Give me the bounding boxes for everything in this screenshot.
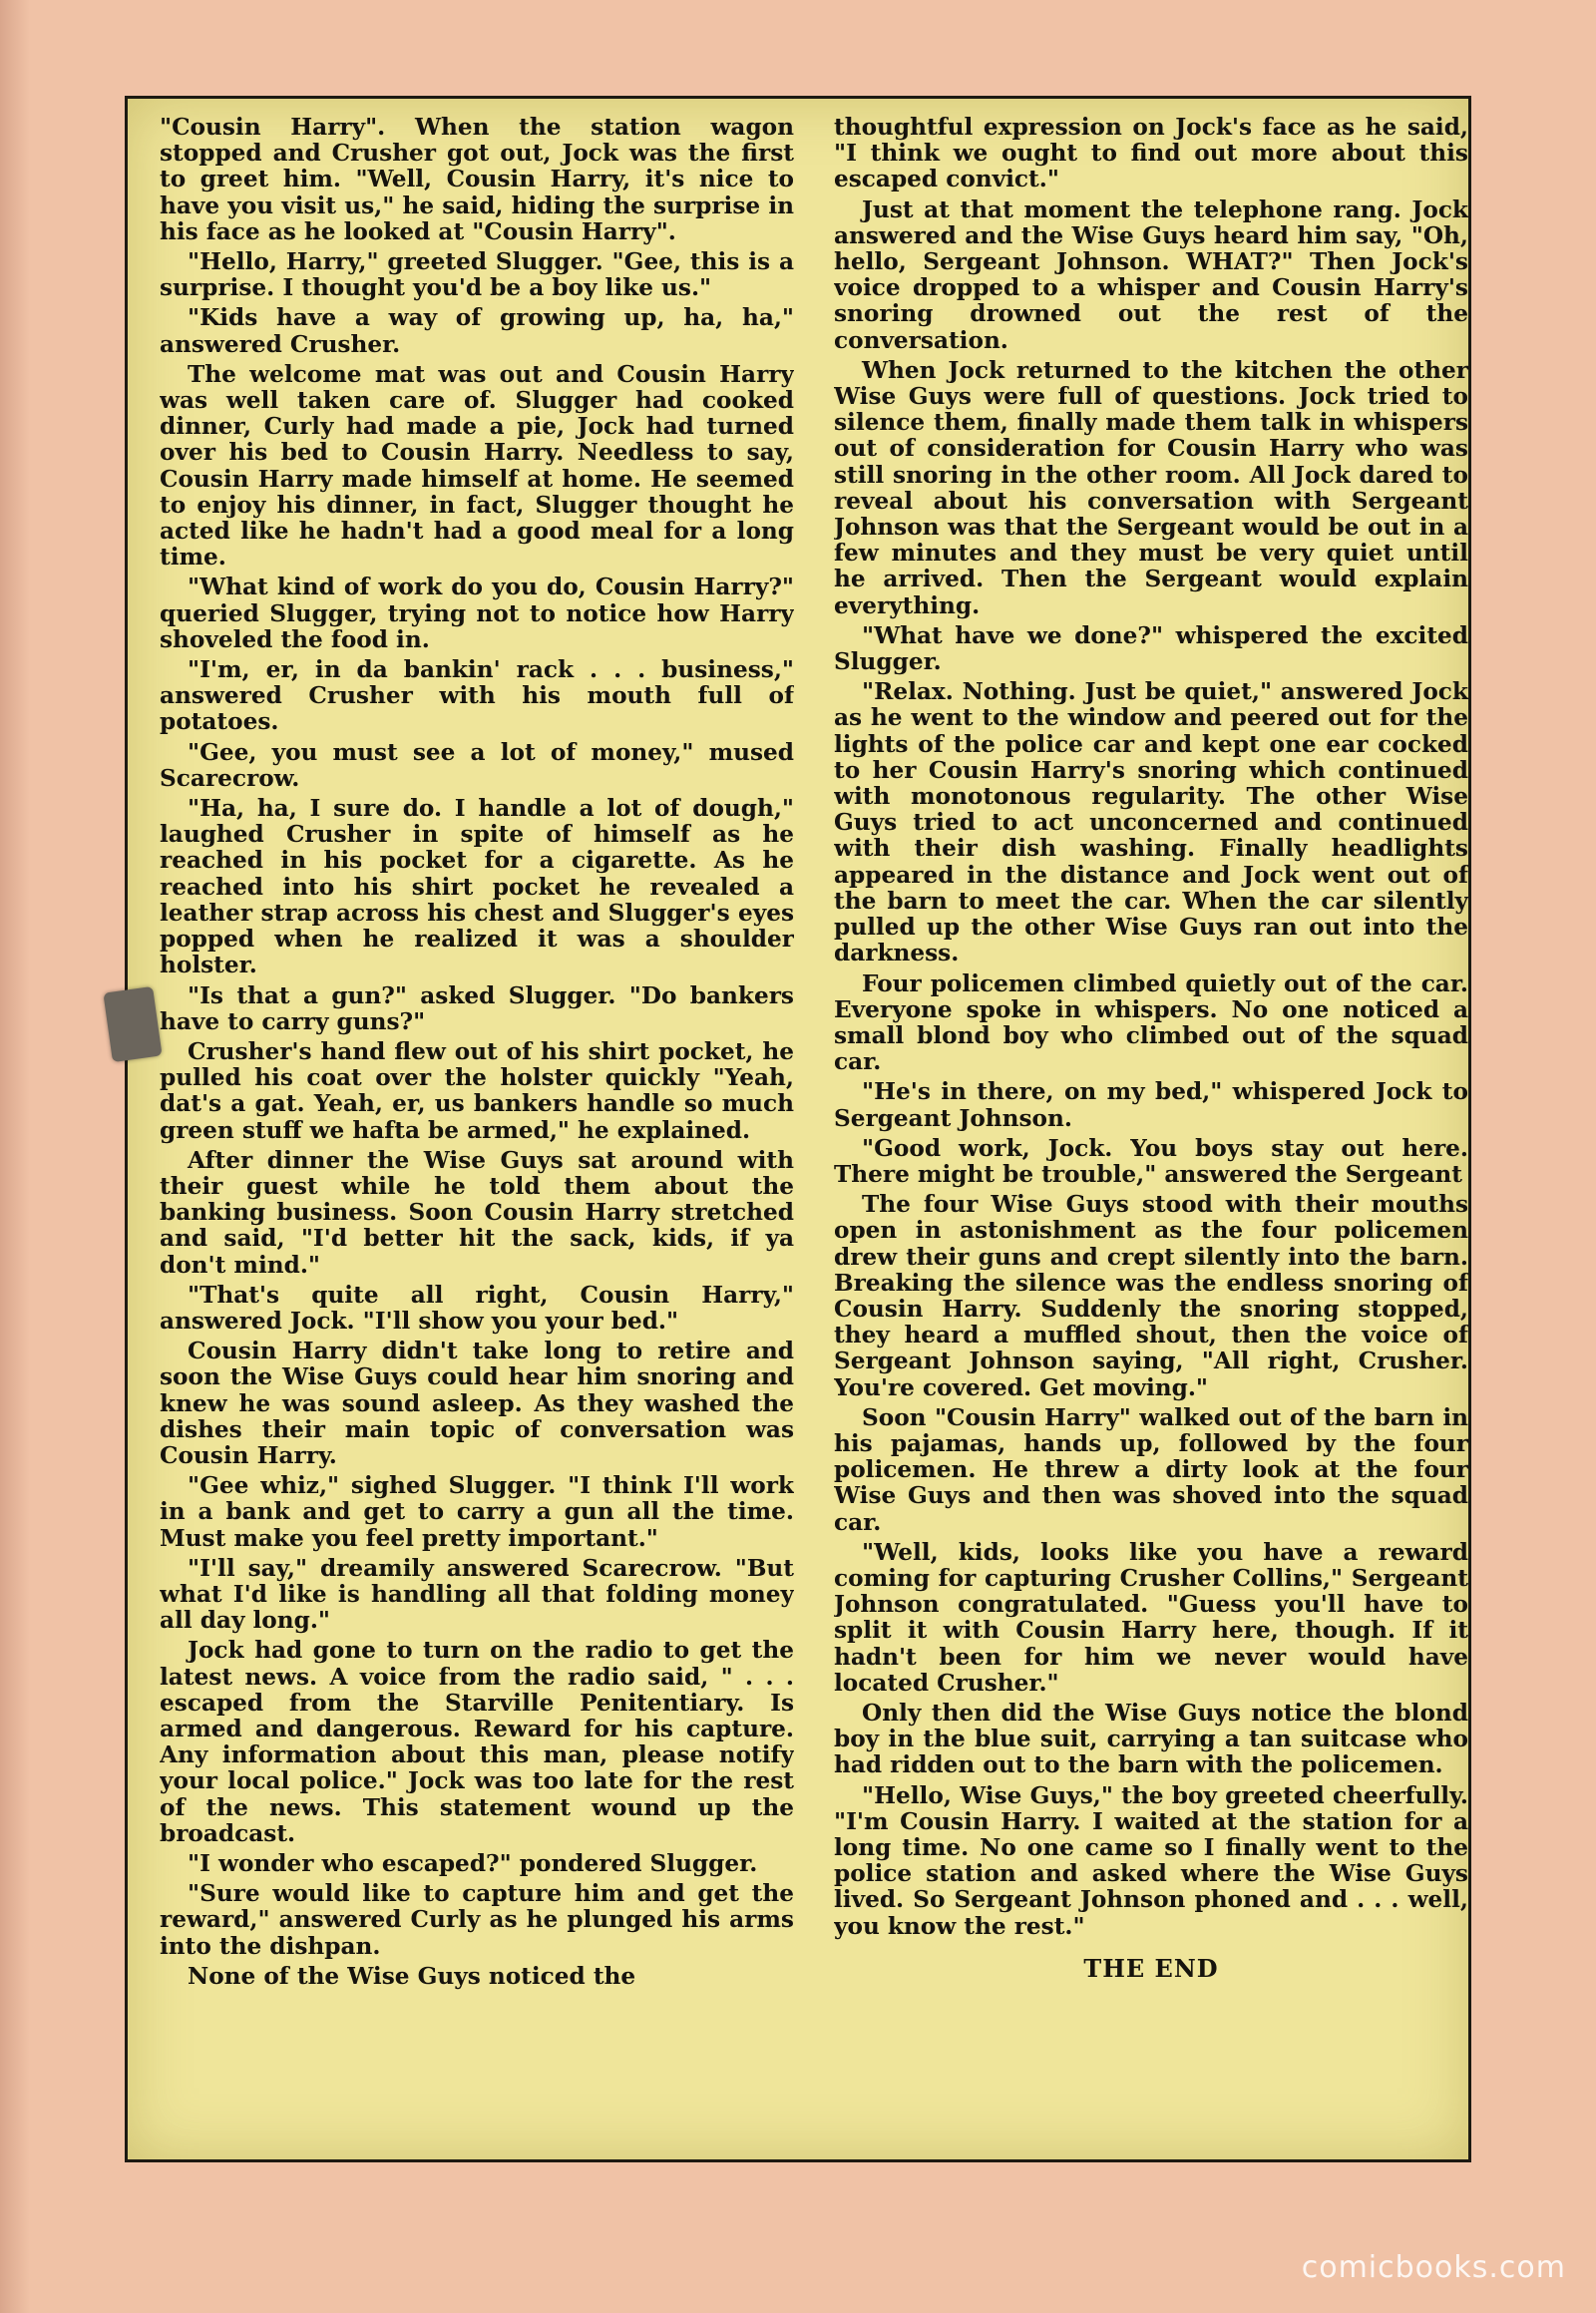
paragraph: Jock had gone to turn on the radio to get the latest news. A voice from the radio said, " . . . escaped from the Starville Penitentiary. Is armed and dangerous. Reward for his capture. Any information about this man, please notify your local police." Jock was too late for the rest of the news. This statement wound up the broadcast. xyxy=(160,1637,794,1847)
paragraph: Crusher's hand flew out of his shirt pocket, he pulled his coat over the holster quickly "Yeah, dat's a gat. Yeah, er, us bankers handle so much green stuff we hafta be armed," he explained. xyxy=(160,1037,794,1144)
paragraph: "What kind of work do you do, Cousin Harry?" queried Slugger, trying not to notice how Harry shoveled the food in. xyxy=(160,574,794,653)
paragraph: "Sure would like to capture him and get the reward," answered Curly as he plunged his arms into the dishpan. xyxy=(160,1880,794,1960)
text-panel xyxy=(125,96,1471,2162)
paragraph: "Is that a gun?" asked Slugger. "Do bankers have to carry guns?" xyxy=(160,981,794,1035)
paragraph: "Hello, Wise Guys," the boy greeted cheerfully. "I'm Cousin Harry. I waited at the station for a long time. No one came so I finally went to the police station and asked where the Wise Guys lived. So Sergeant Johnson phoned and . . . well, you know the rest." xyxy=(834,1781,1468,1940)
watermark: comicbooks.com xyxy=(1301,2250,1566,2285)
paragraph: Just at that moment the telephone rang. Jock answered and the Wise Guys heard him say, "Oh, hello, Sergeant Johnson. WHAT?" Then Jock's voice dropped to a whisper and Cousin Harry's snoring drowned out the rest of the conversation. xyxy=(834,195,1468,354)
paragraph: "Well, kids, looks like you have a reward coming for capturing Crusher Collins," Sergeant Johnson congratulated. "Guess you'll have to split it with Cousin Harry here, though. If it hadn't been for him we never would have located Crusher." xyxy=(834,1538,1468,1697)
paragraph: The welcome mat was out and Cousin Harry was well taken care of. Slugger had cooked dinner, Curly had made a pie, Jock had turned over his bed to Cousin Harry. Needless to say, Cousin Harry made himself at home. He seemed to enjoy his dinner, in fact, Slugger thought he acted like he hadn't had a good meal for a long time. xyxy=(160,360,794,572)
right-column xyxy=(834,115,1468,2149)
paragraph: "What have we done?" whispered the excited Slugger. xyxy=(834,621,1468,676)
tape-tab xyxy=(103,986,162,1062)
paragraph: When Jock returned to the kitchen the other Wise Guys were full of questions. Jock tried to silence them, finally made them talk in whispers out of consideration for Cousin Harry who was still snoring in the other room. All Jock dared to reveal about his conversation with Sergeant Johnson was that the Sergeant would be out in a few minutes and they must be very quiet until he arrived. Then the Sergeant would explain everything. xyxy=(834,356,1468,619)
paragraph: "Ha, ha, I sure do. I handle a lot of dough," laughed Crusher in spite of himself as he reached in his pocket for a cigarette. As he reached into his shirt pocket he revealed a leather strap across his chest and Slugger's eyes popped when he realized it was a shoulder holster. xyxy=(160,795,794,979)
paragraph: "I'm, er, in da bankin' rack . . . business," answered Crusher with his mouth full of potatoes. xyxy=(160,656,794,736)
paragraph: Four policemen climbed quietly out of the car. Everyone spoke in whispers. No one noticed a small blond boy who climbed out of the squad car. xyxy=(834,969,1468,1076)
paragraph: "He's in there, on my bed," whispered Jock to Sergeant Johnson. xyxy=(834,1078,1468,1132)
paragraph: After dinner the Wise Guys sat around with their guest while he told them about the banking business. Soon Cousin Harry stretched and said, "I'd better hit the sack, kids, if ya don't mind." xyxy=(160,1146,794,1279)
paragraph: Cousin Harry didn't take long to retire and soon the Wise Guys could hear him snoring and knew he was sound asleep. As they washed the dishes their main topic of conversation was Cousin Harry. xyxy=(160,1338,794,1469)
page-edge xyxy=(0,0,30,2313)
paragraph: thoughtful expression on Jock's face as he said, "I think we ought to find out more about this escaped convict." xyxy=(834,115,1468,193)
paragraph: "Good work, Jock. You boys stay out here. There might be trouble," answered the Sergeant xyxy=(834,1134,1468,1188)
paragraph: "I'll say," dreamily answered Scarecrow. "But what I'd like is handling all that folding money all day long." xyxy=(160,1554,794,1635)
left-column xyxy=(160,115,794,2149)
paragraph: "Relax. Nothing. Just be quiet," answered Jock as he went to the window and peered out for the lights of the police car and kept one ear cocked to her Cousin Harry's snoring which continued with monotonous regularity. The other Wise Guys tried to act unconcerned and continued with their dish washing. Finally headlights appeared in the distance and Jock went out of the barn to meet the car. When the car silently pulled up the other Wise Guys ran out into the darkness. xyxy=(834,678,1468,967)
paragraph: Soon "Cousin Harry" walked out of the barn in his pajamas, hands up, followed by the four policemen. He threw a dirty look at the four Wise Guys and then was shoved into the squad car. xyxy=(834,1403,1468,1536)
paragraph: "Hello, Harry," greeted Slugger. "Gee, this is a surprise. I thought you'd be a boy like us." xyxy=(160,248,794,302)
paragraph: "That's quite all right, Cousin Harry," answered Jock. "I'll show you your bed." xyxy=(160,1281,794,1335)
paragraph: "Gee whiz," sighed Slugger. "I think I'll work in a bank and get to carry a gun all the time. Must make you feel pretty important." xyxy=(160,1472,794,1552)
paragraph: None of the Wise Guys noticed the xyxy=(188,1962,636,1990)
paragraph: "Gee, you must see a lot of money," mused Scarecrow. xyxy=(160,738,794,792)
paragraph: "Kids have a way of growing up, ha, ha," answered Crusher. xyxy=(160,304,794,358)
paragraph: Only then did the Wise Guys notice the blond boy in the blue suit, carrying a tan suitcase who had ridden out to the barn with the policemen. xyxy=(834,1699,1468,1779)
the-end-label: THE END xyxy=(1083,1953,1219,1983)
paragraph: The four Wise Guys stood with their mouths open in astonishment as the four policemen drew their guns and crept silently into the barn. Breaking the silence was the endless snoring of Cousin Harry. Suddenly the snoring stopped, they heard a muffled shout, then the voice of Sergeant Johnson saying, "All right, Crusher. You're covered. Get moving." xyxy=(834,1191,1468,1401)
paragraph: "Cousin Harry". When the station wagon stopped and Crusher got out, Jock was the first to greet him. "Well, Cousin Harry, it's nice to have you visit us," he said, hiding the surprise in his face as he looked at "Cousin Harry". xyxy=(160,115,794,245)
paragraph: "I wonder who escaped?" pondered Slugger. xyxy=(188,1850,758,1877)
